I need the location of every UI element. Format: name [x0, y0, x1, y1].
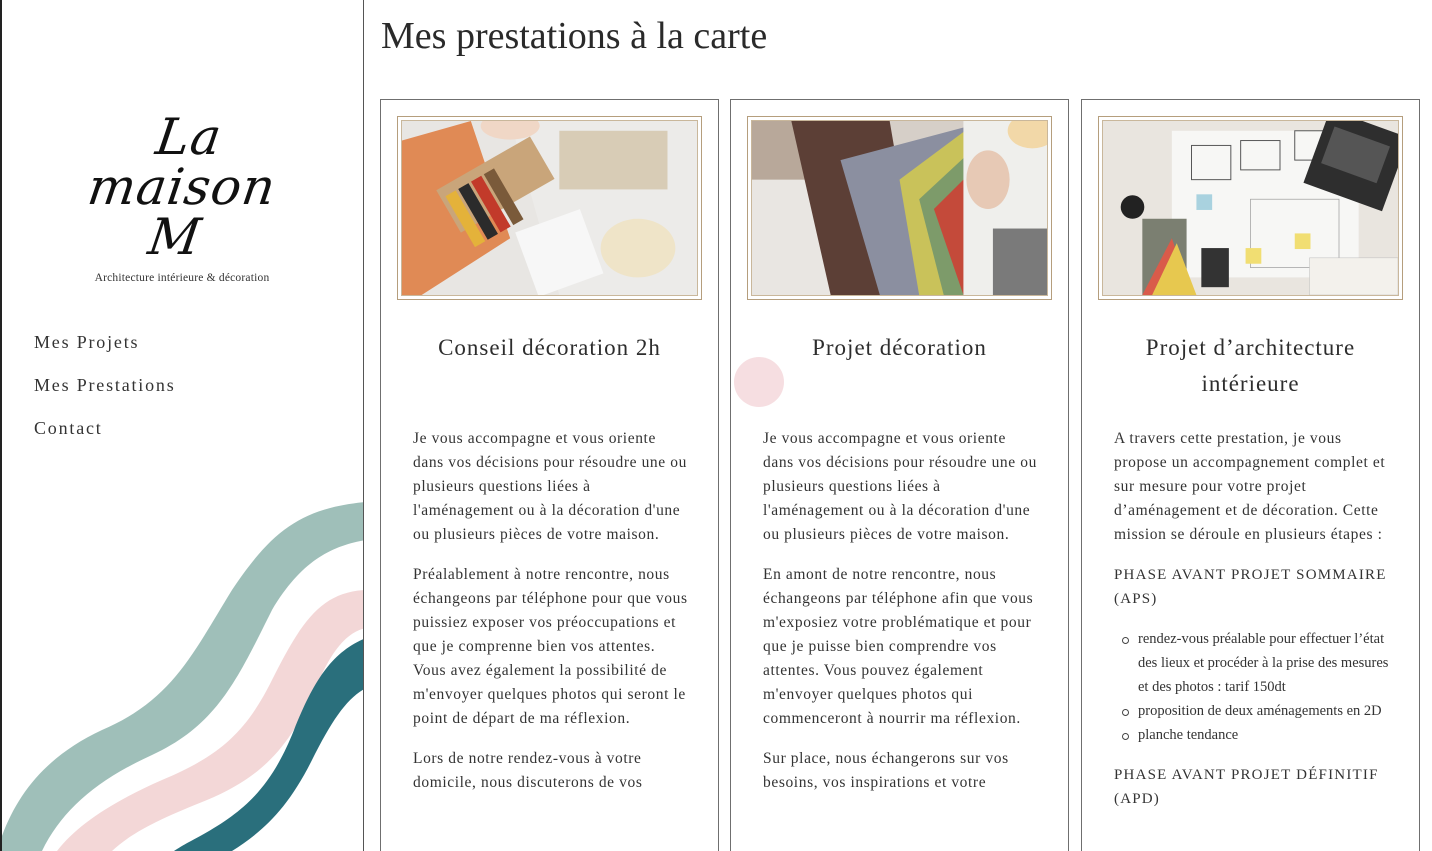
service-card-projet-decoration [730, 99, 1069, 851]
nav-item-projets[interactable]: Mes Projets [34, 332, 140, 352]
card-paragraph: Je vous accompagne et vous oriente dans vos décisions pour résoudre une ou plusieurs questions liées à l'aménagement ou à la décoration d'une ou plusieurs pièces de votre maison. [763, 430, 1037, 543]
card-body [763, 427, 1040, 811]
card-paragraph: Préalablement à notre rencontre, nous échangeons par téléphone pour que vous puissiez exposer vos préoccupations et que je comprenne bien vos attentes. Vous avez également la possibilité de m'envoyer quelques photos qui seront le point de départ de ma réflexion. [413, 566, 688, 727]
nav-item-contact[interactable]: Contact [34, 418, 103, 438]
decorative-waves [2, 480, 364, 851]
phase-heading-apd: PHASE AVANT PROJET DÉFINITIF (APD) [1114, 767, 1379, 807]
sidebar [0, 0, 364, 851]
main-nav [34, 332, 176, 461]
cursor-indicator [734, 357, 784, 407]
card-intro: A travers cette prestation, je vous propose un accompagnement complet et sur mesure pour votre projet d’aménagement et de décoration. Cette mission se déroule en plusieurs étapes : [1114, 430, 1386, 543]
list-item: rendez-vous préalable pour effectuer l’état des lieux et procéder à la prise des mesures et des photos : tarif 150dt [1122, 627, 1391, 699]
textile-samples-image [402, 121, 697, 295]
color-swatches-image [752, 121, 1047, 295]
card-title: Conseil décoration 2h [438, 335, 661, 360]
phase-heading-aps: PHASE AVANT PROJET SOMMAIRE (APS) [1114, 567, 1387, 607]
card-body [1114, 427, 1391, 827]
card-body [413, 427, 690, 811]
page-title: Mes prestations à la carte [381, 15, 768, 57]
card-paragraph: Sur place, nous échangerons sur vos besoins, vos inspirations et votre [763, 750, 1009, 791]
nav-item-prestations[interactable]: Mes Prestations [34, 375, 176, 395]
list-item: planche tendance [1122, 723, 1391, 747]
card-photo [1098, 116, 1403, 300]
logo-tagline: Architecture intérieure & décoration [94, 272, 270, 284]
card-paragraph: En amont de notre rencontre, nous échangeons par téléphone afin que vous m'exposiez votre problématique et pour que je puisse bien comprendre vos attentes. Vous pouvez également m'envoyer quelques photos qui commenceront à nourrir ma réflexion. [763, 566, 1034, 727]
card-title: Projet d’architecture intérieure [1145, 335, 1356, 396]
card-paragraph: Je vous accompagne et vous oriente dans vos décisions pour résoudre une ou plusieurs questions liées à l'aménagement ou à la décoration d'une ou plusieurs pièces de votre maison. [413, 430, 687, 543]
brand-logo[interactable] [62, 108, 302, 284]
service-card-conseil [380, 99, 719, 851]
card-title: Projet décoration [812, 335, 987, 360]
card-photo [397, 116, 702, 300]
floor-plans-image [1103, 121, 1398, 295]
list-item: proposition de deux aménagements en 2D [1122, 699, 1391, 723]
card-paragraph: Lors de notre rendez-vous à votre domicile, nous discuterons de vos [413, 750, 643, 791]
logo-script: La maison M [84, 108, 280, 266]
card-photo [747, 116, 1052, 300]
service-card-architecture [1081, 99, 1420, 851]
phase-aps-list [1122, 627, 1391, 747]
